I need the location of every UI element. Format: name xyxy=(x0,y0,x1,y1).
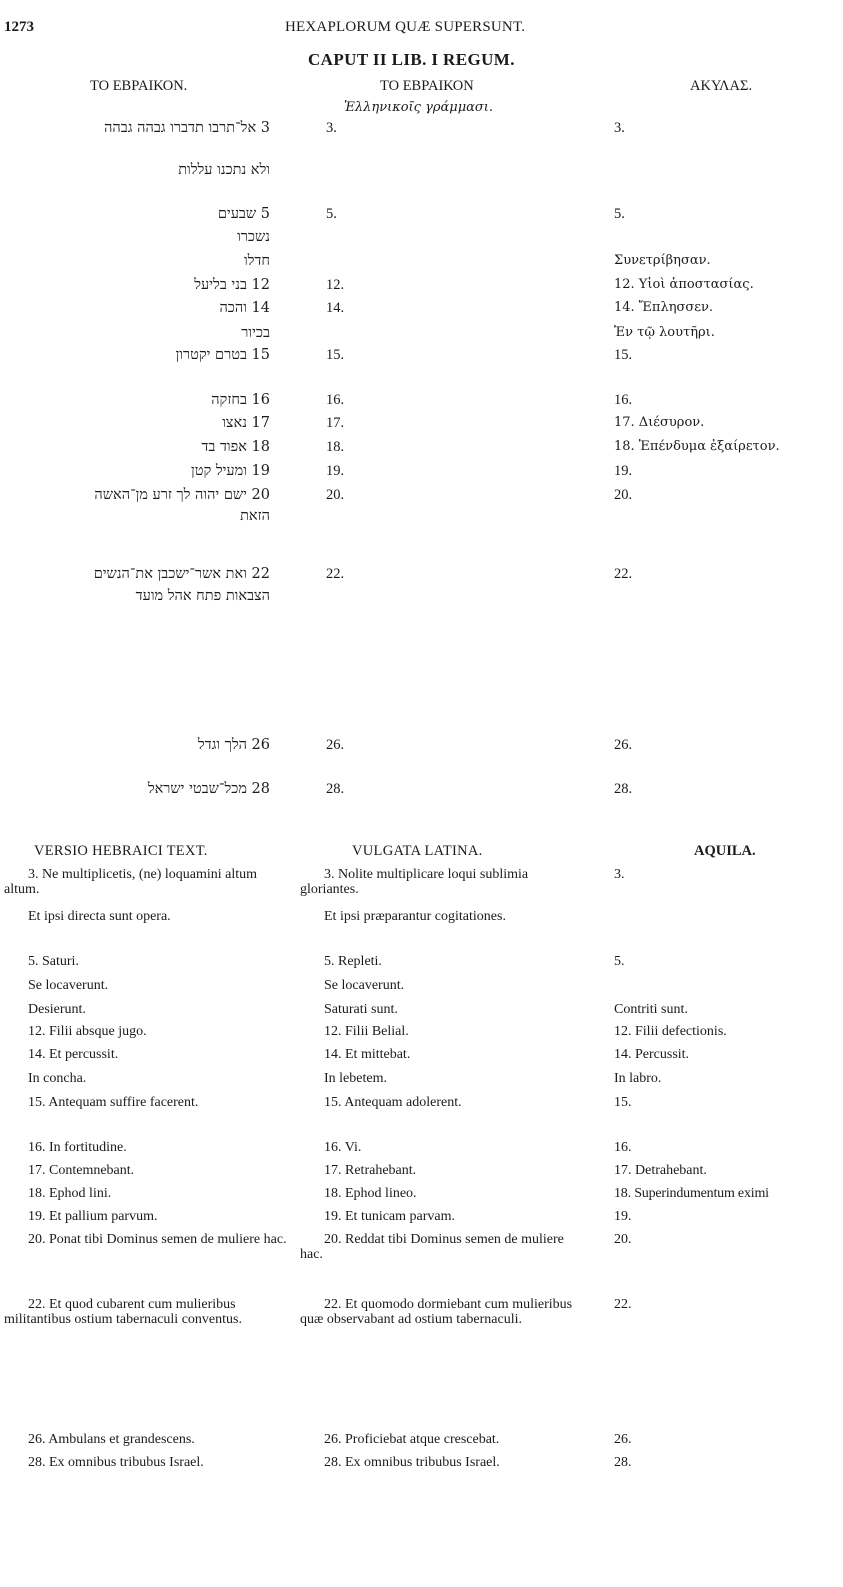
aquila-text: 15. xyxy=(614,347,633,363)
aquila-latin-text: 17. Detrahebant. xyxy=(614,1163,707,1178)
hebrew-text: 18 אפוד בד xyxy=(201,439,270,455)
col2-subheader: Ἑλληνικοῖς γράμμασι. xyxy=(344,100,494,115)
versio-text: 22. Et quod cubarent cum mulieribus militantibus ostium tabernaculi conventus. xyxy=(4,1297,242,1327)
verse-ref: 3. xyxy=(326,120,337,136)
aquila-text: 3. xyxy=(614,120,625,136)
versio-text: 5. Saturi. xyxy=(28,954,79,969)
versio-text: 19. Et pallium parvum. xyxy=(28,1209,158,1224)
versio-text: 18. Ephod lini. xyxy=(28,1186,112,1201)
aquila-text: 28. xyxy=(614,781,633,797)
verse-ref: 19. xyxy=(326,463,345,479)
table-row xyxy=(0,392,843,416)
verse-ref: 15. xyxy=(326,347,345,363)
verse-ref: 18. xyxy=(326,439,345,455)
hebrew-text: ולא נתכנו עללות xyxy=(178,162,270,178)
versio-text: 12. Filii absque jugo. xyxy=(28,1024,147,1039)
aquila-latin-text: 28. xyxy=(614,1455,632,1470)
verse-ref: 5. xyxy=(326,206,337,222)
table-row xyxy=(0,300,843,324)
verse-ref: 22. xyxy=(326,566,345,582)
aquila-latin-text: 16. xyxy=(614,1140,632,1155)
table-row xyxy=(0,206,843,230)
vulgata-text: 22. Et quomodo dormiebant cum mulieribus quæ observabant ad ostium tabernaculi. xyxy=(300,1297,573,1327)
aquila-text: 17. Διέσυρον. xyxy=(614,415,705,430)
vulgata-text: 14. Et mittebat. xyxy=(324,1047,411,1062)
verse-ref: 26. xyxy=(326,737,345,753)
aquila-text: 18. Ἐπένδυμα ἐξαίρετον. xyxy=(614,439,780,454)
col2-header-vulgata: VULGATA LATINA. xyxy=(352,843,483,859)
table-row xyxy=(0,162,843,186)
hebrew-text-continued: הצבאות פתח אהל מועד xyxy=(135,588,270,604)
versio-text: 17. Contemnebant. xyxy=(28,1163,135,1178)
aquila-latin-text: 15. xyxy=(614,1095,632,1110)
col3-header-aquila-latin: AQUILA. xyxy=(694,843,756,859)
aquila-text: Συνετρίβησαν. xyxy=(614,253,711,268)
versio-text: 26. Ambulans et grandescens. xyxy=(28,1432,195,1447)
versio-text: Desierunt. xyxy=(28,1002,86,1017)
versio-text: Se locaverunt. xyxy=(28,978,109,993)
vulgata-text: Se locaverunt. xyxy=(324,978,405,993)
vulgata-text: Saturati sunt. xyxy=(324,1002,398,1017)
hebrew-text: חדלו xyxy=(243,253,270,269)
hebrew-text: 28 מכל־שבטי ישראל xyxy=(147,781,270,797)
hebrew-text: 19 ומעיל קטן xyxy=(191,463,270,479)
aquila-text: 14. Ἔπλησσεν. xyxy=(614,300,714,315)
versio-text: 16. In fortitudine. xyxy=(28,1140,127,1155)
aquila-latin-text: 14. Percussit. xyxy=(614,1047,690,1062)
aquila-latin-text: 12. Filii defectionis. xyxy=(614,1024,727,1039)
chapter-caption: CAPUT II LIB. I REGUM. xyxy=(308,50,515,69)
table-row xyxy=(0,277,843,301)
hebrew-text: 3 אל־תרבו תדברו גבהה גבהה xyxy=(104,120,270,136)
page-number: 1273 xyxy=(4,19,34,35)
hebrew-text: 20 ישם יהוה לך זרע מן־האשה xyxy=(94,487,270,503)
table-row xyxy=(0,253,843,277)
verse-ref: 20. xyxy=(326,487,345,503)
aquila-text: 5. xyxy=(614,206,625,222)
aquila-text: 16. xyxy=(614,392,633,408)
aquila-latin-text: 3. xyxy=(614,867,625,882)
aquila-latin-text: 26. xyxy=(614,1432,632,1447)
verse-ref: 28. xyxy=(326,781,345,797)
vulgata-text: 20. Reddat tibi Dominus semen de muliere hac. xyxy=(300,1232,564,1262)
versio-text: 14. Et percussit. xyxy=(28,1047,119,1062)
table-row xyxy=(0,566,843,610)
hebrew-text: 14 והכה xyxy=(219,300,270,316)
table-row xyxy=(0,487,843,531)
running-title: HEXAPLORUM QUÆ SUPERSUNT. xyxy=(285,19,526,35)
col3-header-aquila: ΑΚΥΛΑΣ. xyxy=(690,78,753,94)
versio-text: 3. Ne multiplicetis, (ne) loquamini altum altum. xyxy=(4,867,258,897)
vulgata-text: 16. Vi. xyxy=(324,1140,362,1155)
vulgata-text: 3. Nolite multiplicare loqui sublimia gloriantes. xyxy=(300,867,529,897)
versio-text: 28. Ex omnibus tribubus Israel. xyxy=(28,1455,204,1470)
table-row xyxy=(0,781,843,805)
aquila-latin-text: Contriti sunt. xyxy=(614,1002,688,1017)
col2-header-hebrew-greek: ΤΟ ΕΒΡΑΙΚΟΝ xyxy=(380,78,474,94)
aquila-text: Ἐν τῷ λουτῆρι. xyxy=(614,325,715,340)
hebrew-text: 15 בטרם יקטרון xyxy=(175,347,270,363)
aquila-text: 20. xyxy=(614,487,633,503)
hebrew-text: 22 ואת אשר־ישכבן את־הנשים xyxy=(93,566,270,582)
table-row xyxy=(0,325,843,349)
hebrew-text: 26 הלך וגדל xyxy=(197,737,270,753)
versio-text: In concha. xyxy=(28,1071,87,1086)
verse-ref: 16. xyxy=(326,392,345,408)
aquila-text: 12. Υἱοὶ ἀποστασίας. xyxy=(614,277,754,292)
aquila-latin-text: 18. Superindumentum eximi xyxy=(614,1186,769,1201)
vulgata-text: 28. Ex omnibus tribubus Israel. xyxy=(324,1455,500,1470)
vulgata-text: In lebetem. xyxy=(324,1071,387,1086)
table-row xyxy=(0,229,843,253)
table-row xyxy=(0,415,843,439)
versio-text: 15. Antequam suffire facerent. xyxy=(28,1095,199,1110)
hebrew-text: 12 בני בליעל xyxy=(194,277,270,293)
col1-header-versio: VERSIO HEBRAICI TEXT. xyxy=(34,843,208,859)
hebrew-text: נשכרו xyxy=(237,229,270,245)
hebrew-text-continued: הזאת xyxy=(240,508,270,524)
hebrew-text: 5 שבעים xyxy=(217,206,270,222)
table-row xyxy=(0,347,843,371)
table-row xyxy=(0,120,843,144)
aquila-latin-text: 5. xyxy=(614,954,625,969)
hebrew-text: 16 בחזקה xyxy=(211,392,270,408)
col1-header-hebrew: ΤΟ ΕΒΡΑΙΚΟΝ. xyxy=(90,78,188,94)
hebrew-text: בכיור xyxy=(241,325,270,341)
verse-ref: 14. xyxy=(326,300,345,316)
aquila-text: 19. xyxy=(614,463,633,479)
table-row xyxy=(0,463,843,487)
vulgata-text: 18. Ephod lineo. xyxy=(324,1186,417,1201)
aquila-latin-text: 19. xyxy=(614,1209,632,1224)
vulgata-text: Et ipsi præparantur cogitationes. xyxy=(324,909,506,924)
table-row xyxy=(0,737,843,761)
versio-text: Et ipsi directa sunt opera. xyxy=(28,909,171,924)
table-row xyxy=(0,439,843,463)
vulgata-text: 19. Et tunicam parvam. xyxy=(324,1209,456,1224)
verse-ref: 17. xyxy=(326,415,345,431)
aquila-latin-text: 20. xyxy=(614,1232,632,1247)
vulgata-text: 26. Proficiebat atque crescebat. xyxy=(324,1432,500,1447)
vulgata-text: 15. Antequam adolerent. xyxy=(324,1095,462,1110)
aquila-latin-text: 22. xyxy=(614,1297,632,1312)
aquila-text: 22. xyxy=(614,566,633,582)
verse-ref: 12. xyxy=(326,277,345,293)
vulgata-text: 12. Filii Belial. xyxy=(324,1024,409,1039)
hebrew-text: 17 נאצו xyxy=(222,415,270,431)
vulgata-text: 17. Retrahebant. xyxy=(324,1163,417,1178)
aquila-latin-text: In labro. xyxy=(614,1071,662,1086)
vulgata-text: 5. Repleti. xyxy=(324,954,382,969)
versio-text: 20. Ponat tibi Dominus semen de muliere hac. xyxy=(28,1232,287,1247)
aquila-text: 26. xyxy=(614,737,633,753)
